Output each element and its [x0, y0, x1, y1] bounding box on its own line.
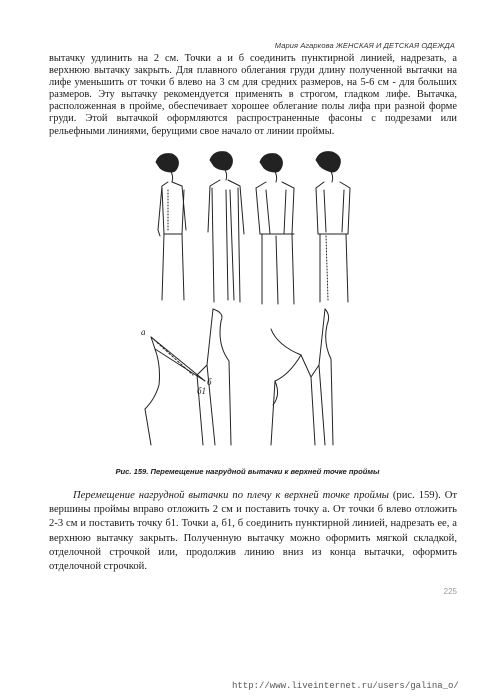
pattern-drafts — [135, 305, 365, 455]
pattern-draft-right — [271, 309, 333, 445]
text-line: размеров. Эту вытачку рекомендуется применять в строгом, гладком лифе. Вытачка, — [49, 89, 457, 101]
paragraph-1 — [49, 53, 457, 138]
text-line: рельефными линиями, берущими свое начало от линии проймы. — [49, 125, 335, 137]
label-a: а — [141, 327, 146, 337]
label-b: б — [207, 377, 212, 387]
text-line: отделочной строчкой. — [49, 561, 147, 573]
pattern-draft-left — [145, 309, 231, 445]
text-line: груди. Этой вытачкой оформляются распространенные фасоны с подрезами или — [49, 113, 457, 125]
running-header: Мария Агаркова ЖЕНСКАЯ И ДЕТСКАЯ ОДЕЖДА — [274, 41, 455, 50]
text-line: верхнюю вытачку закрыть. Для плавного облегания груди длину полученной вытачки на — [49, 65, 457, 77]
text-line — [49, 489, 457, 503]
footer-url: http://www.liveinternet.ru/users/galina_o/ — [232, 681, 459, 691]
page-number: 225 — [443, 587, 457, 596]
text-line: 2-3 см и поставить точку б1. Точки а, б1, б соединить пунктирной линией, надрезать ее, а — [49, 518, 457, 530]
sketch-figure-4 — [316, 152, 350, 302]
text-line: расположенная в пройме, обеспечивает хорошее облегание полы лифа при разной форме — [49, 101, 457, 113]
text-line: вытачку удлинить на 2 см. Точки а и б соединить пунктирной линией, надрезать, а — [49, 53, 457, 64]
lead-rest: (рис. 159). От — [388, 490, 458, 501]
sketch-figure-3 — [256, 154, 294, 304]
text-line: вершины проймы вправо отложить 2 см и поставить точку а. От точки б влево отложить — [49, 504, 457, 516]
text-line: отделочной строчкой или, продолжив линию вниз из конца вытачки, оформить — [49, 546, 457, 558]
paragraph-2 — [49, 489, 457, 574]
figure-caption: Рис. 159. Перемещение нагрудной вытачки к верхней точке проймы — [115, 467, 380, 476]
fashion-sketches — [148, 150, 358, 308]
text-line: лифе уменьшить от точки б влево на 3 см для средних размеров, на 5-6 см - для больших — [49, 77, 457, 89]
sketch-figure-2 — [208, 152, 244, 302]
italic-lead: Перемещение нагрудной вытачки по плечу к верхней точке проймы — [73, 490, 389, 501]
sketch-figure-1 — [156, 154, 186, 300]
label-b1: б1 — [197, 386, 207, 396]
text-line: верхнюю вытачку закрыть. Полученную вытачку можно оформить мягкой складкой, — [49, 532, 457, 544]
